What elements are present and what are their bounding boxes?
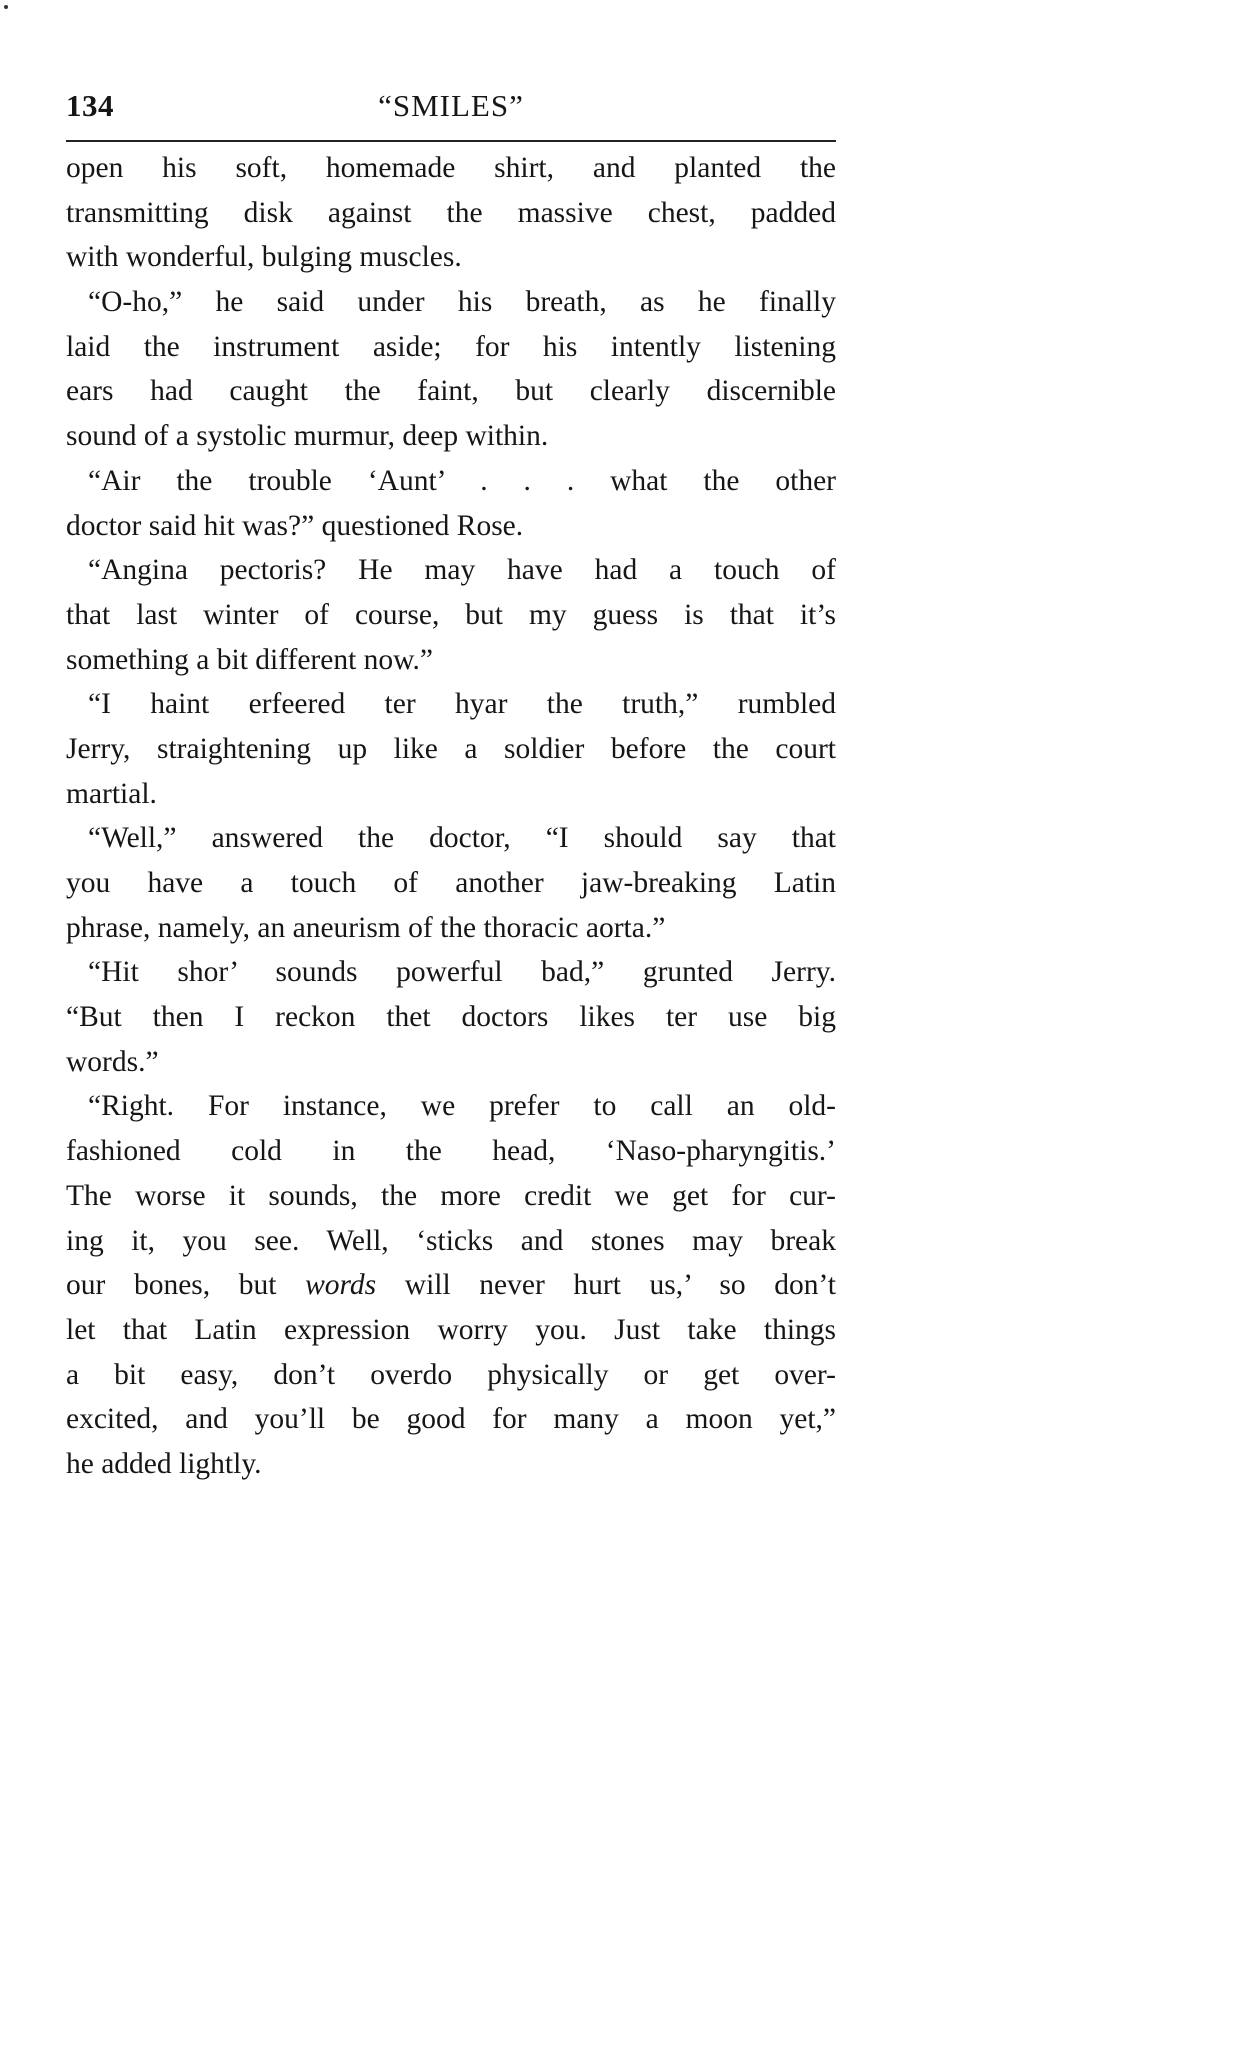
text-line: “But then I reckon thet doctors likes ter use big [66, 1001, 836, 1034]
text-line: ears had caught the faint, but clearly discernible [66, 375, 836, 408]
text-line: “Well,” answered the doctor, “I should say that [88, 822, 836, 855]
text-line: Jerry, straightening up like a soldier before the court [66, 732, 836, 765]
text-line-start: our bones, but [66, 1269, 306, 1302]
text-line: “Hit shor’ sounds powerful bad,” grunted Jerry. [88, 956, 836, 989]
text-line: doctor said hit was?” questioned Rose. [66, 509, 524, 542]
text-line: “O-ho,” he said under his breath, as he finally [88, 286, 836, 319]
text-line: open his soft, homemade shirt, and planted the [66, 152, 836, 184]
text-line [66, 1263, 836, 1308]
text-line: ing it, you see. Well, ‘sticks and stones may break [66, 1224, 836, 1257]
running-title: “SMILES” [378, 88, 524, 123]
header-rule [66, 140, 836, 142]
text-line: transmitting disk against the massive chest, padded [66, 196, 836, 229]
text-line: martial. [66, 777, 157, 810]
page-number: 134 [66, 88, 114, 123]
text-line: you have a touch of another jaw-breaking Latin [66, 867, 836, 899]
body-text [66, 146, 836, 1487]
text-line: a bit easy, don’t overdo physically or get over- [66, 1358, 836, 1391]
text-line: fashioned cold in the head, ‘Naso-pharyngitis.’ [66, 1135, 836, 1168]
text-line: let that Latin expression worry you. Just take things [66, 1313, 836, 1346]
text-line: something a bit different now.” [66, 643, 434, 676]
print-speck [4, 5, 8, 9]
text-line: excited, and you’ll be good for many a moon yet,” [66, 1403, 836, 1436]
text-line: laid the instrument aside; for his intently listening [66, 330, 836, 363]
text-line: The worse it sounds, the more credit we get for cur- [66, 1179, 836, 1212]
text-line: he added lightly. [66, 1447, 262, 1480]
text-line: words.” [66, 1045, 159, 1078]
text-line: sound of a systolic murmur, deep within. [66, 420, 549, 453]
text-line: “Angina pectoris? He may have had a touch of [88, 554, 836, 587]
italic-word: words [305, 1269, 377, 1302]
text-line: that last winter of course, but my guess is that it’s [66, 598, 836, 631]
text-line-end: will never hurt us,’ so don’t [376, 1269, 836, 1302]
text-line: “Right. For instance, we prefer to call an old- [88, 1090, 836, 1123]
page-header [66, 84, 836, 128]
text-line: “I haint erfeered ter hyar the truth,” rumbled [88, 688, 836, 721]
text-line: “Air the trouble ‘Aunt’ . . . what the other [88, 464, 836, 497]
text-line: phrase, namely, an aneurism of the thoracic aorta.” [66, 911, 666, 944]
text-line: with wonderful, bulging muscles. [66, 241, 462, 274]
